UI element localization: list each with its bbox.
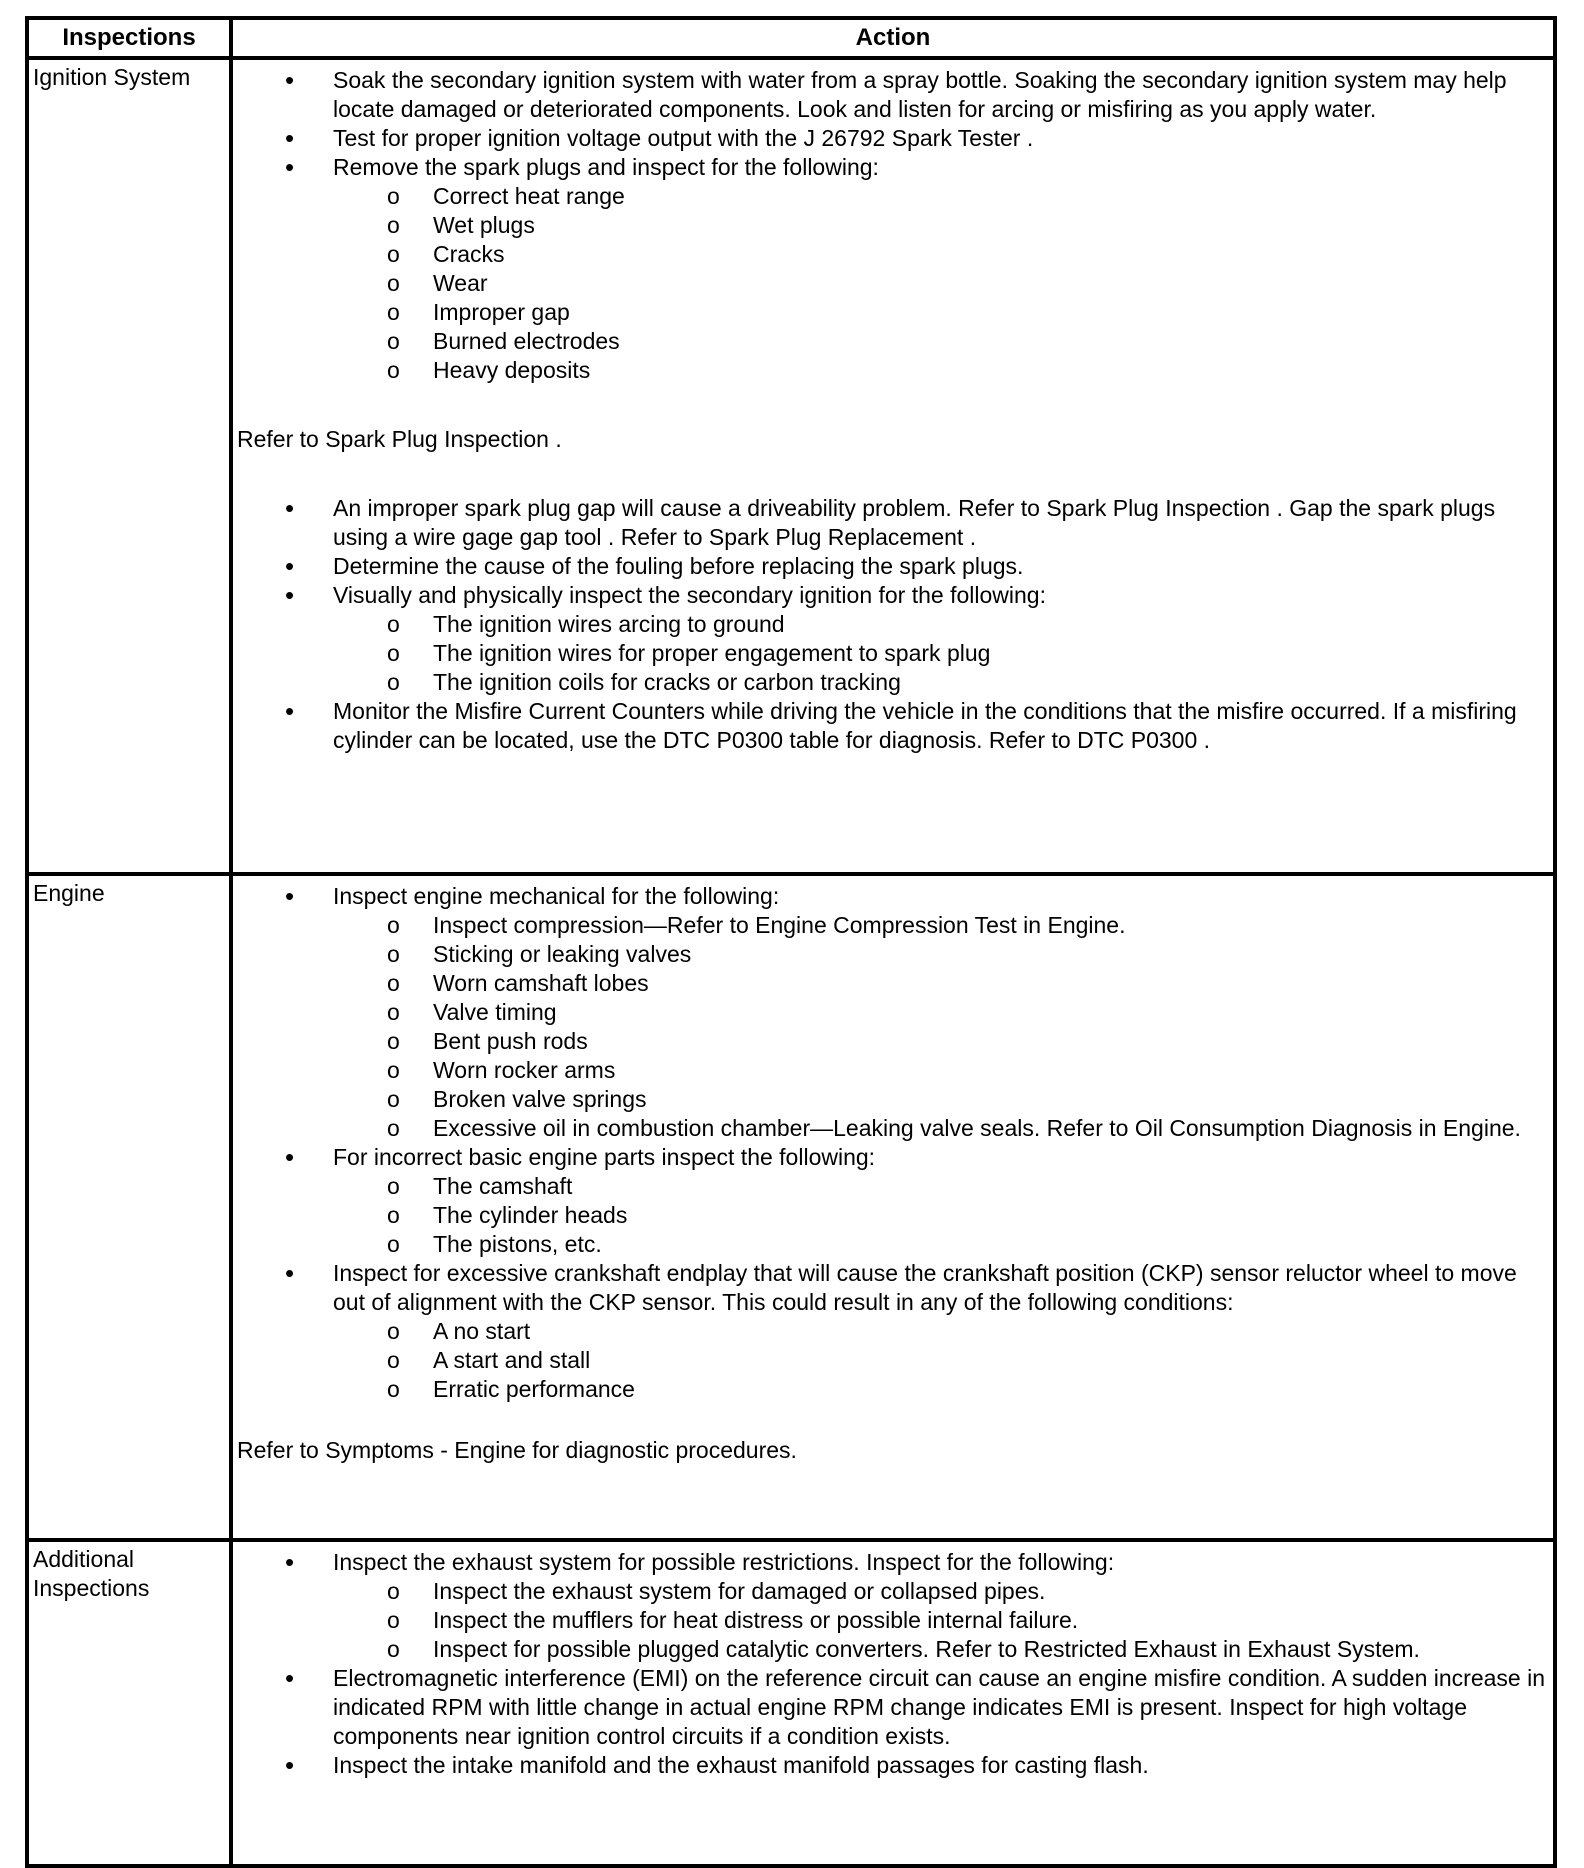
header-inspections: Inspections bbox=[27, 18, 231, 58]
sub-item: o The camshaft bbox=[333, 1172, 1547, 1201]
sub-item: o A start and stall bbox=[333, 1346, 1547, 1375]
bullet-list bbox=[237, 494, 1547, 755]
sub-item: o Wear bbox=[333, 269, 1547, 298]
action-cell-ignition bbox=[231, 58, 1555, 874]
bullet-text: For incorrect basic engine parts inspect the following: bbox=[333, 1144, 876, 1170]
sub-list bbox=[333, 911, 1547, 1143]
sub-item: o Valve timing bbox=[333, 998, 1547, 1027]
bullet-text: Remove the spark plugs and inspect for the following: bbox=[333, 154, 879, 180]
bullet-item bbox=[237, 882, 1547, 1143]
bullet-list bbox=[237, 882, 1547, 1404]
sub-item: o Inspect the mufflers for heat distress or possible internal failure. bbox=[333, 1606, 1547, 1635]
sub-item: o A no start bbox=[333, 1317, 1547, 1346]
sub-list bbox=[333, 1172, 1547, 1259]
sub-list bbox=[333, 1577, 1547, 1664]
sub-item: o Inspect the exhaust system for damaged or collapsed pipes. bbox=[333, 1577, 1547, 1606]
sub-item: o Excessive oil in combustion chamber—Leaking valve seals. Refer to Oil Consumption Diagnosis in Engine. bbox=[333, 1114, 1547, 1143]
reference-note: Refer to Spark Plug Inspection . bbox=[237, 426, 562, 452]
sub-item: o Heavy deposits bbox=[333, 356, 1547, 385]
inspection-label-additional: Additional Inspections bbox=[27, 1540, 231, 1866]
inspection-label-engine: Engine bbox=[27, 874, 231, 1540]
bullet-text: Soak the secondary ignition system with water from a spray bottle. Soaking the secondary ignition system may help locate damaged or deteriorated components. Look and listen for arcing or misfiring as you apply water. bbox=[333, 67, 1507, 122]
action-cell-additional bbox=[231, 1540, 1555, 1866]
sub-item: o The ignition coils for cracks or carbon tracking bbox=[333, 668, 1547, 697]
bullet-text: Electromagnetic interference (EMI) on the reference circuit can cause an engine misfire condition. A sudden increase in indicated RPM with little change in actual engine RPM change indicates EMI is present. Inspect for high voltage components near ignition control circuits if a condition exists. bbox=[333, 1665, 1545, 1749]
bullet-item bbox=[237, 124, 1547, 153]
sub-item: o Wet plugs bbox=[333, 211, 1547, 240]
bullet-list bbox=[237, 1548, 1547, 1780]
sub-item: o Cracks bbox=[333, 240, 1547, 269]
bullet-list bbox=[237, 66, 1547, 385]
header-action: Action bbox=[231, 18, 1555, 58]
row-additional-inspections bbox=[27, 1540, 1555, 1866]
bullet-item bbox=[237, 1751, 1547, 1780]
bullet-item bbox=[237, 697, 1547, 755]
inspection-table bbox=[25, 16, 1557, 1868]
bullet-text: Inspect engine mechanical for the following: bbox=[333, 883, 780, 909]
row-ignition-system bbox=[27, 58, 1555, 874]
bullet-text: Visually and physically inspect the secondary ignition for the following: bbox=[333, 582, 1046, 608]
bullet-text: An improper spark plug gap will cause a driveability problem. Refer to Spark Plug Inspection . Gap the spark plugs using a wire gage gap tool . Refer to Spark Plug Replacement . bbox=[333, 495, 1496, 550]
bullet-text: Inspect for excessive crankshaft endplay that will cause the crankshaft position (CKP) sensor reluctor wheel to move out of alignment with the CKP sensor. This could result in any of the following conditions: bbox=[333, 1260, 1517, 1315]
sub-item: o Worn rocker arms bbox=[333, 1056, 1547, 1085]
sub-item: o Inspect for possible plugged catalytic converters. Refer to Restricted Exhaust in Exhaust System. bbox=[333, 1635, 1547, 1664]
row-engine bbox=[27, 874, 1555, 1540]
sub-item: o Bent push rods bbox=[333, 1027, 1547, 1056]
bullet-text: Inspect the exhaust system for possible restrictions. Inspect for the following: bbox=[333, 1549, 1115, 1575]
bullet-item bbox=[237, 1548, 1547, 1664]
reference-note: Refer to Symptoms - Engine for diagnostic procedures. bbox=[237, 1437, 797, 1463]
sub-list bbox=[333, 1317, 1547, 1404]
sub-item: o The cylinder heads bbox=[333, 1201, 1547, 1230]
sub-item: o The pistons, etc. bbox=[333, 1230, 1547, 1259]
sub-item: o Inspect compression—Refer to Engine Compression Test in Engine. bbox=[333, 911, 1547, 940]
bullet-item bbox=[237, 66, 1547, 124]
bullet-text: Determine the cause of the fouling before replacing the spark plugs. bbox=[333, 553, 1024, 579]
bullet-item bbox=[237, 494, 1547, 552]
bullet-text: Test for proper ignition voltage output with the J 26792 Spark Tester . bbox=[333, 125, 1034, 151]
sub-item: o Erratic performance bbox=[333, 1375, 1547, 1404]
sub-item: o Broken valve springs bbox=[333, 1085, 1547, 1114]
sub-item: o The ignition wires arcing to ground bbox=[333, 610, 1547, 639]
bullet-item bbox=[237, 1259, 1547, 1404]
sub-item: o Correct heat range bbox=[333, 182, 1547, 211]
bullet-item bbox=[237, 552, 1547, 581]
sub-item: o Improper gap bbox=[333, 298, 1547, 327]
sub-item: o Burned electrodes bbox=[333, 327, 1547, 356]
bullet-item bbox=[237, 1664, 1547, 1751]
bullet-text: Monitor the Misfire Current Counters while driving the vehicle in the conditions that the misfire occurred. If a misfiring cylinder can be located, use the DTC P0300 table for diagnosis. Refer to DTC P0300 . bbox=[333, 698, 1517, 753]
bullet-text: Inspect the intake manifold and the exhaust manifold passages for casting flash. bbox=[333, 1752, 1149, 1778]
sub-item: o Sticking or leaking valves bbox=[333, 940, 1547, 969]
bullet-item bbox=[237, 1143, 1547, 1259]
bullet-item bbox=[237, 153, 1547, 385]
sub-item: o Worn camshaft lobes bbox=[333, 969, 1547, 998]
sub-list bbox=[333, 182, 1547, 385]
bullet-item bbox=[237, 581, 1547, 697]
sub-list bbox=[333, 610, 1547, 697]
sub-item: o The ignition wires for proper engagement to spark plug bbox=[333, 639, 1547, 668]
action-cell-engine bbox=[231, 874, 1555, 1540]
inspection-label-ignition: Ignition System bbox=[27, 58, 231, 874]
header-row bbox=[27, 18, 1555, 58]
